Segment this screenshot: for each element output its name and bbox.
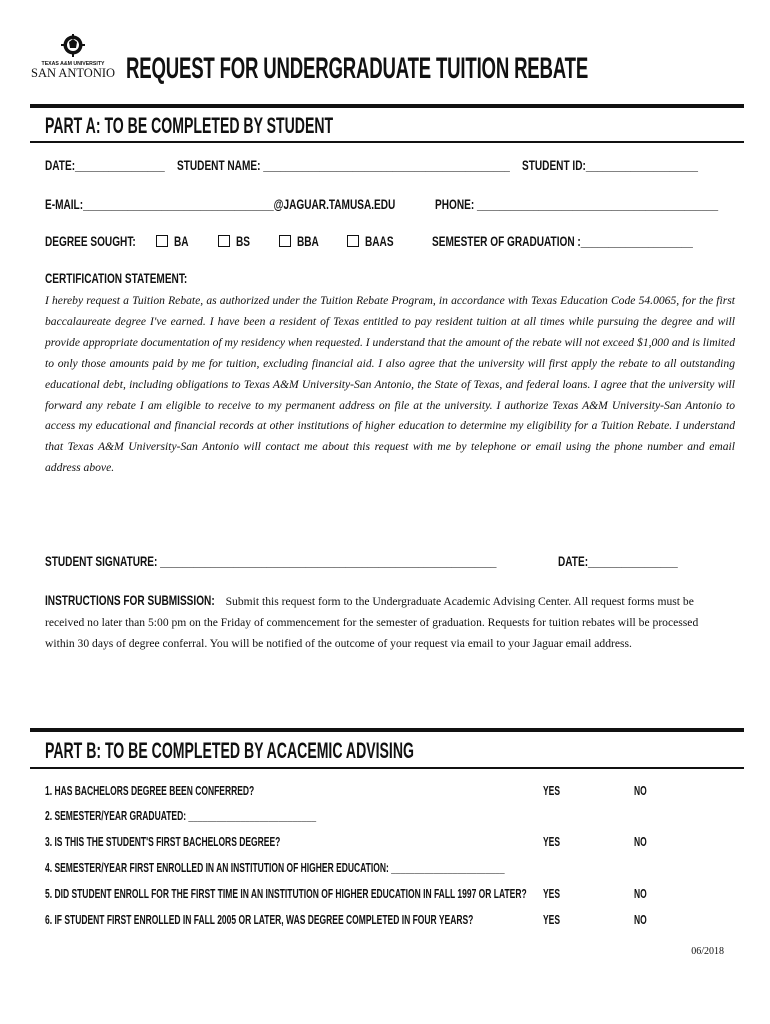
question-5: 5. DID STUDENT ENROLL FOR THE FIRST TIME IN AN INSTITUTION OF HIGHER EDUCATION IN FALL 1997 OR LATER? [45,887,527,901]
checkbox-icon[interactable] [279,235,291,247]
degree-option-bba[interactable] [279,233,327,251]
university-logo [30,34,116,82]
date-field[interactable]: DATE:________________ [45,157,165,173]
logo-text-top: TEXAS A&M UNIVERSITY [41,61,105,67]
question-3: 3. IS THIS THE STUDENT'S FIRST BACHELORS DEGREE? [45,835,281,849]
semester-of-graduation-field[interactable]: SEMESTER OF GRADUATION :____________________ [432,233,693,249]
certification-label: CERTIFICATION STATEMENT: [45,270,188,286]
degree-option-label: BAAS [365,233,394,249]
instructions-text: Submit this request form to the Undergraduate Academic Advising Center. All request forms must be received no later than 5:00 pm on the Friday of commencement for the semester of graduation. Requests for tuition rebates will be processed within 30 days of degree conferral. You will be notified of the outcome of your request via email to your Jaguar email address. [45,595,699,650]
question-1-yes[interactable]: YES [543,784,561,798]
form-title: REQUEST FOR UNDERGRADUATE TUITION REBATE [126,52,589,85]
signature-date-field[interactable]: DATE:________________ [558,553,678,569]
part-b-divider [30,767,744,769]
degree-option-ba[interactable] [156,233,194,251]
degree-option-label: BS [236,233,251,249]
checkbox-icon[interactable] [347,235,359,247]
degree-option-label: BA [174,233,189,249]
checkbox-icon[interactable] [218,235,230,247]
question-6-yes[interactable]: YES [543,913,561,927]
question-3-yes[interactable]: YES [543,835,561,849]
part-a-title: PART A: TO BE COMPLETED BY STUDENT [45,113,334,138]
instructions-label: INSTRUCTIONS FOR SUBMISSION: [45,592,215,608]
phone-field[interactable]: PHONE: ___________________________________________ [435,196,719,212]
checkbox-icon[interactable] [156,235,168,247]
degree-sought-label: DEGREE SOUGHT: [45,233,136,249]
question-2[interactable]: 2. SEMESTER/YEAR GRADUATED: ___________________________ [45,809,317,823]
question-6-no[interactable]: NO [634,913,647,927]
part-a-divider [30,141,744,143]
revision-date: 06/2018 [691,946,724,957]
submission-instructions [45,590,725,655]
student-id-field[interactable]: STUDENT ID:____________________ [522,157,698,173]
student-signature-field[interactable]: STUDENT SIGNATURE: ____________________________________________________________ [45,553,497,569]
question-1-no[interactable]: NO [634,784,647,798]
part-b-top-divider [30,728,744,732]
degree-option-label: BBA [297,233,319,249]
part-b-title: PART B: TO BE COMPLETED BY ACACEMIC ADVISING [45,738,414,763]
email-field[interactable]: E-MAIL:__________________________________@JAGUAR.TAMUSA.EDU [45,196,396,212]
question-3-no[interactable]: NO [634,835,647,849]
header-divider [30,104,744,108]
degree-option-baas[interactable] [347,233,405,251]
certification-statement: I hereby request a Tuition Rebate, as authorized under the Tuition Rebate Program, in accordance with Texas Education Code 54.0065, for the first baccalaureate degree I've earned. I have been a resident of Texas entitled to pay resident tuition at all times while pursuing the degree and will provide appropriate documentation of my residency when requested. I understand that the amount of the rebate will not exceed $1,000 and is limited to only those amounts paid by me for tuition, excluding financial aid. I also agree that the university will first apply the rebate to all outstanding educational debt, including obligations to Texas A&M University-San Antonio, the State of Texas, and federal loans. I agree that the university will forward any rebate I am eligible to receive to my permanent address on file at the university. I authorize Texas A&M University-San Antonio to access my educational and financial records at other institutions of higher education to determine my eligibility for a Tuition Rebate. I understand that Texas A&M University-San Antonio will contact me about this request with me by telephone or email using the phone number and email address above. [45,294,735,475]
question-4[interactable]: 4. SEMESTER/YEAR FIRST ENROLLED IN AN INSTITUTION OF HIGHER EDUCATION: ________________________ [45,861,505,875]
question-1: 1. HAS BACHELORS DEGREE BEEN CONFERRED? [45,784,255,798]
degree-option-bs[interactable] [218,233,255,251]
logo-text-bottom: SAN ANTONIO [31,66,115,80]
student-name-field[interactable]: STUDENT NAME: ____________________________________________ [177,157,510,173]
question-5-yes[interactable]: YES [543,887,561,901]
question-5-no[interactable]: NO [634,887,647,901]
question-6: 6. IF STUDENT FIRST ENROLLED IN FALL 2005 OR LATER, WAS DEGREE COMPLETED IN FOUR YEARS? [45,913,474,927]
